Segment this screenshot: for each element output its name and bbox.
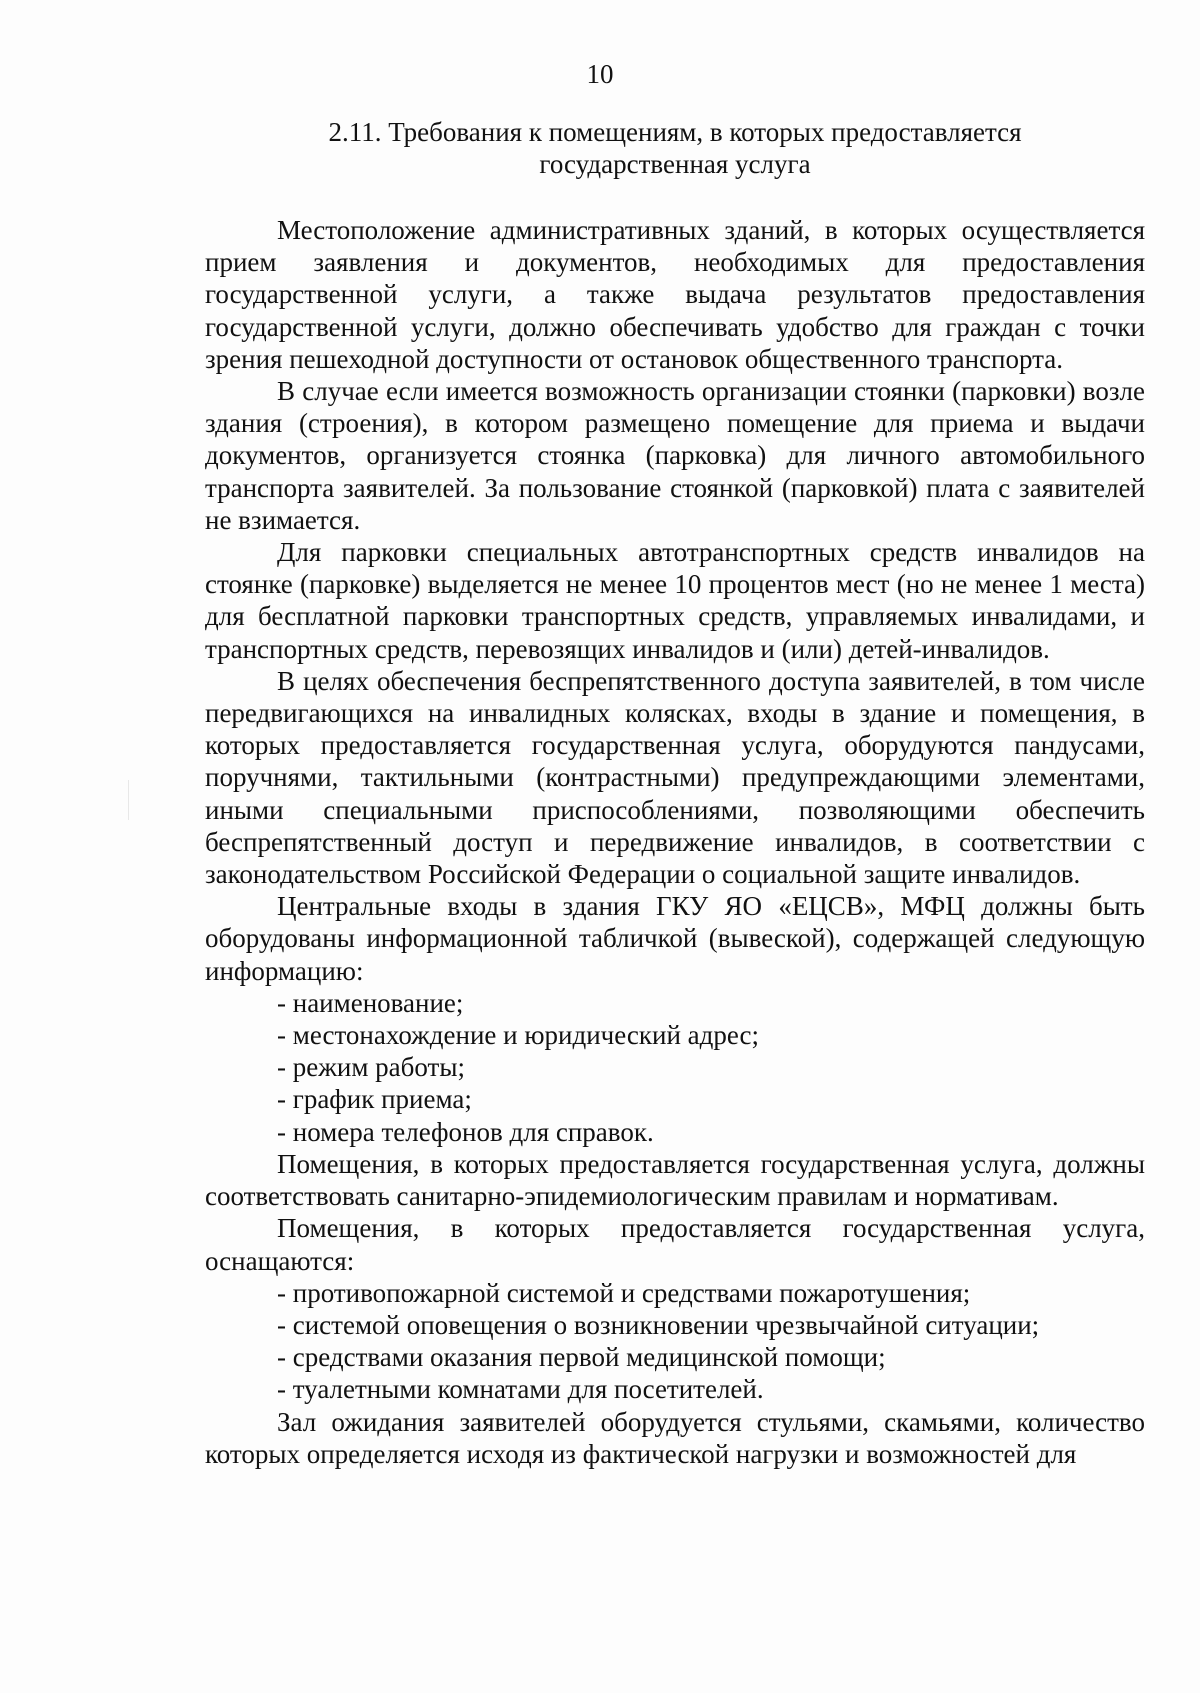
- equipment-list-item: - противопожарной системой и средствами пожаротушения;: [277, 1277, 971, 1308]
- signboard-list-item: - наименование;: [277, 987, 464, 1018]
- paragraph-sanitary-rules: Помещения, в которых предоставляется государственная услуга, должны соответствовать санитарно-эпидемиологическим правилам и нормативам.: [205, 1148, 1145, 1212]
- paragraph-waiting-hall: Зал ожидания заявителей оборудуется стульями, скамьями, количество которых определяется исходя из фактической нагрузки и возможностей для: [205, 1406, 1145, 1469]
- scan-artifact-line: [128, 780, 129, 820]
- equipment-list-item: - средствами оказания первой медицинской помощи;: [277, 1342, 886, 1373]
- paragraph-equipment: Помещения, в которых предоставляется государственная услуга, оснащаются:: [205, 1213, 1145, 1276]
- signboard-list-item: - режим работы;: [277, 1052, 465, 1083]
- paragraph-building-location: Местоположение административных зданий, в которых осуществляется прием заявления и документов, необходимых для предоставления государственной услуги, а также выдача результатов предоставления государственной услуги, должно обеспечивать удобство для граждан с точки зрения пешеходной доступности от остановок общественного транспорта.: [205, 215, 1145, 374]
- section-title: [205, 116, 1145, 180]
- paragraph-accessibility: В целях обеспечения беспрепятственного доступа заявителей, в том числе передвигающихся на инвалидных колясках, входы в здание и помещения, в которых предоставляется государственная услуга, оборудуются пандусами, поручнями, тактильными (контрастными) предупреждающими элементами, иными специальными приспособлениями, позволяющими обеспечить беспрепятственный доступ и передвижение инвалидов, в соответствии с законодательством Российской Федерации о социальной защите инвалидов.: [205, 665, 1145, 890]
- paragraph-disabled-parking: Для парковки специальных автотранспортных средств инвалидов на стоянке (парковке) выделяется не менее 10 процентов мест (но не менее 1 места) для бесплатной парковки транспортных средств, управляемых инвалидами, и транспортных средств, перевозящих инвалидов и (или) детей-инвалидов.: [205, 537, 1145, 664]
- signboard-list-item: - номера телефонов для справок.: [277, 1116, 654, 1147]
- paragraph-signboard: Центральные входы в здания ГКУ ЯО «ЕЦСВ», МФЦ должны быть оборудованы информационной табличкой (вывеской), содержащей следующую информацию:: [205, 891, 1145, 986]
- equipment-list-item: - туалетными комнатами для посетителей.: [277, 1374, 764, 1405]
- section-title-line-1: 2.11. Требования к помещениям, в которых предоставляется: [328, 117, 1022, 147]
- signboard-list-item: - местонахождение и юридический адрес;: [277, 1020, 760, 1051]
- page-number: 10: [586, 59, 614, 89]
- document-body: [205, 214, 1145, 1470]
- paragraph-parking: В случае если имеется возможность организации стоянки (парковки) возле здания (строения), в котором размещено помещение для приема и выдачи документов, организуется стоянка (парковка) для личного автомобильного транспорта заявителей. За пользование стоянкой (парковкой) плата с заявителей не взимается.: [205, 376, 1145, 535]
- signboard-list-item: - график приема;: [277, 1084, 472, 1115]
- section-title-line-2: государственная услуга: [539, 149, 811, 179]
- equipment-list-item: - системой оповещения о возникновении чрезвычайной ситуации;: [277, 1309, 1040, 1340]
